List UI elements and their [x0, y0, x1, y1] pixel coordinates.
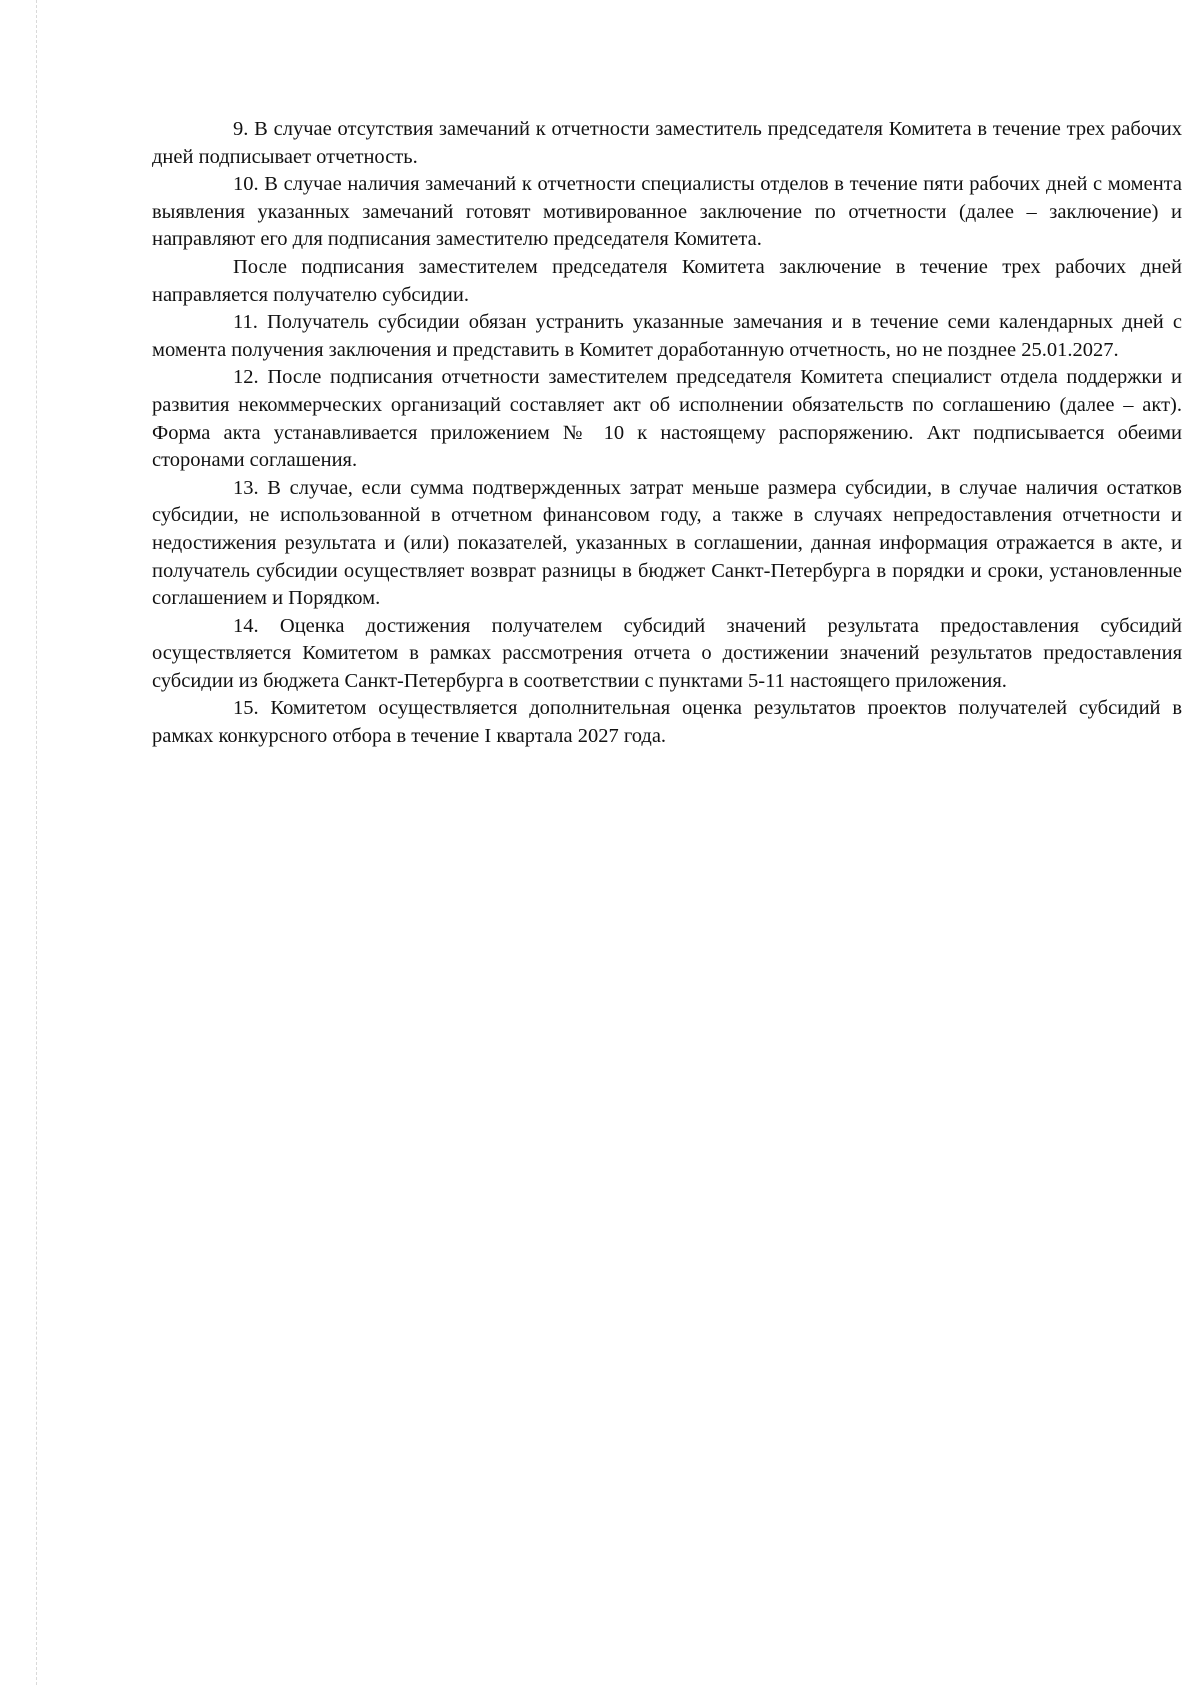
- paragraph-item-12: 12. После подписания отчетности заместителем председателя Комитета специалист отдела поддержки и развития некоммерческих организаций составляет акт об исполнении обязательств по соглашению (далее – акт). Форма акта устанавливается приложением № 10 к настоящему распоряжению. Акт подписывается обеими сторонами соглашения.: [152, 366, 1182, 472]
- paragraph-item-10: 10. В случае наличия замечаний к отчетности специалисты отделов в течение пяти рабочих дней с момента выявления указанных замечаний готовят мотивированное заключение по отчетности (далее – заключение) и направляют его для подписания заместителю председателя Комитета.: [152, 173, 1182, 251]
- paragraph-item-14: 14. Оценка достижения получателем субсидий значений результата предоставления субсидий осуществляется Комитетом в рамках рассмотрения отчета о достижении значений результатов предоставления субсидии из бюджета Санкт-Петербурга в соответствии с пунктами 5-11 настоящего приложения.: [152, 614, 1182, 692]
- paragraph-item-13: 13. В случае, если сумма подтвержденных затрат меньше размера субсидии, в случае наличия остатков субсидии, не использованной в отчетном финансовом году, а также в случаях непредоставления отчетности и недостижения результата и (или) показателей, указанных в соглашении, данная информация отражается в акте, и получатель субсидии осуществляет возврат разницы в бюджет Санкт-Петербурга в порядки и сроки, установленные соглашением и Порядком.: [152, 476, 1182, 610]
- document-body: [152, 116, 1182, 751]
- paragraph-item-9: 9. В случае отсутствия замечаний к отчетности заместитель председателя Комитета в течение трех рабочих дней подписывает отчетность.: [152, 118, 1182, 168]
- paragraph-item-10-continued: После подписания заместителем председателя Комитета заключение в течение трех рабочих дней направляется получателю субсидии.: [152, 255, 1182, 306]
- paragraph-item-11: 11. Получатель субсидии обязан устранить указанные замечания и в течение семи календарных дней с момента получения заключения и представить в Комитет доработанную отчетность, но не позднее 25.01.2027.: [152, 311, 1182, 361]
- scan-edge-line: [36, 0, 37, 1685]
- paragraph-item-15: 15. Комитетом осуществляется дополнительная оценка результатов проектов получателей субсидий в рамках конкурсного отбора в течение I квартала 2027 года.: [152, 697, 1182, 748]
